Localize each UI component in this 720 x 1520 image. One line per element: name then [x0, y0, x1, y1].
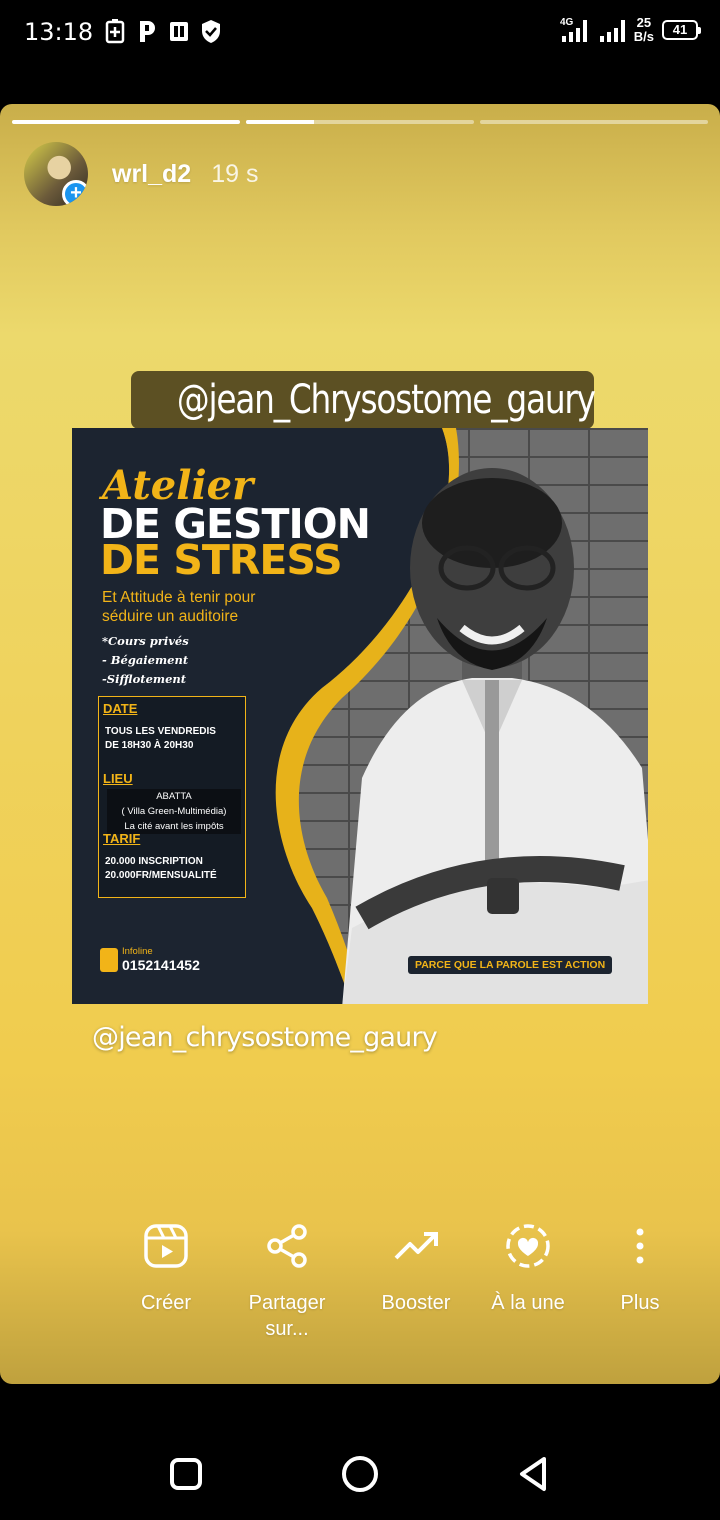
poster-subtitle-line2: séduire un auditoire — [102, 608, 239, 625]
date-value — [105, 725, 216, 753]
avatar[interactable] — [24, 142, 88, 206]
battery-indicator: 41 — [662, 20, 698, 40]
lieu-line1: ABATTA — [156, 791, 192, 802]
poster-list — [102, 632, 189, 689]
story-header — [24, 142, 258, 206]
battery-saver-icon — [104, 18, 126, 44]
more-button[interactable] — [580, 1222, 700, 1316]
more-vertical-icon — [616, 1222, 664, 1270]
net-speed-value: 25 — [636, 15, 652, 30]
poster-tagline: PARCE QUE LA PAROLE EST ACTION — [408, 956, 612, 974]
tarif-label: TARIF — [103, 831, 141, 846]
highlight-label: À la une — [491, 1292, 565, 1314]
status-bar — [0, 0, 720, 70]
svg-text:4G: 4G — [559, 17, 574, 28]
net-speed-unit: B/s — [633, 29, 654, 44]
story-viewer[interactable] — [0, 104, 720, 1384]
add-story-icon[interactable]: + — [62, 180, 88, 206]
shield-check-icon — [200, 18, 222, 44]
lieu-line3: La cité avant les impôts — [124, 821, 224, 832]
poster-subtitle-line1: Et Attitude à tenir pour — [102, 589, 256, 606]
status-right — [560, 16, 698, 44]
trending-up-icon — [392, 1222, 440, 1270]
status-time: 13:18 — [24, 18, 94, 46]
lieu-line2: ( Villa Green-Multimédia) — [121, 806, 227, 817]
poster-info-box — [98, 696, 246, 898]
infoline-number: 0152141452 — [122, 957, 200, 973]
back-icon[interactable] — [514, 1454, 554, 1494]
mention-top-text: @jean_Chrysostome_gaury — [176, 377, 595, 423]
date-label: DATE — [103, 701, 138, 716]
mention-sticker-top[interactable] — [131, 371, 594, 429]
tarif-value — [105, 855, 217, 883]
boost-button[interactable] — [356, 1222, 476, 1316]
phone-icon — [100, 948, 118, 972]
progress-segment — [12, 120, 240, 124]
username[interactable]: wrl_d2 — [112, 159, 192, 188]
status-left-icons — [104, 18, 222, 44]
poster-list-item: *Cours privés — [102, 634, 189, 648]
highlight-button[interactable] — [468, 1222, 588, 1316]
poster-title-script: Atelier — [102, 462, 254, 509]
share-label: Partager sur... — [248, 1292, 326, 1340]
create-button[interactable] — [106, 1222, 226, 1316]
lieu-label: LIEU — [103, 771, 133, 786]
infoline-label: Infoline — [122, 946, 153, 957]
person-photo — [342, 448, 648, 1004]
create-label: Créer — [140, 1292, 191, 1314]
story-progress — [12, 120, 708, 124]
poster-infoline — [100, 946, 200, 973]
network-speed — [634, 16, 654, 44]
story-actions — [0, 1222, 720, 1362]
lieu-value — [107, 789, 241, 834]
progress-segment — [246, 120, 474, 124]
share-button[interactable] — [227, 1222, 347, 1342]
mention-sticker-bottom[interactable]: @jean_chrysostome_gaury — [92, 1022, 437, 1053]
poster-list-item: - Bégaiement — [102, 653, 189, 667]
recent-apps-icon[interactable] — [166, 1454, 206, 1494]
more-label: Plus — [620, 1292, 660, 1314]
poster-list-item: -Sifflotement — [102, 672, 187, 686]
story-poster-image — [72, 428, 648, 1004]
signal-4g-icon — [560, 16, 590, 44]
share-icon — [263, 1222, 311, 1270]
poster-title-line2: DE STRESS — [100, 536, 342, 584]
date-line1: TOUS LES VENDREDIS — [105, 726, 216, 737]
signal-icon — [598, 16, 626, 44]
date-line2: DE 18H30 À 20H30 — [105, 740, 194, 751]
reels-icon — [142, 1222, 190, 1270]
progress-segment — [480, 120, 708, 124]
poster-title-line1: DE GESTION — [100, 500, 370, 548]
tarif-line1: 20.000 INSCRIPTION — [105, 856, 203, 867]
boost-label: Booster — [381, 1292, 451, 1314]
system-nav-bar — [0, 1384, 720, 1520]
poster-subtitle — [102, 588, 322, 626]
tarif-line2: 20.000FR/MENSUALITÉ — [105, 870, 217, 881]
highlight-heart-icon — [504, 1222, 552, 1270]
story-timestamp: 19 s — [211, 159, 259, 188]
home-icon[interactable] — [340, 1454, 380, 1494]
parking-icon — [136, 18, 158, 44]
microsoft-app-icon — [168, 18, 190, 44]
